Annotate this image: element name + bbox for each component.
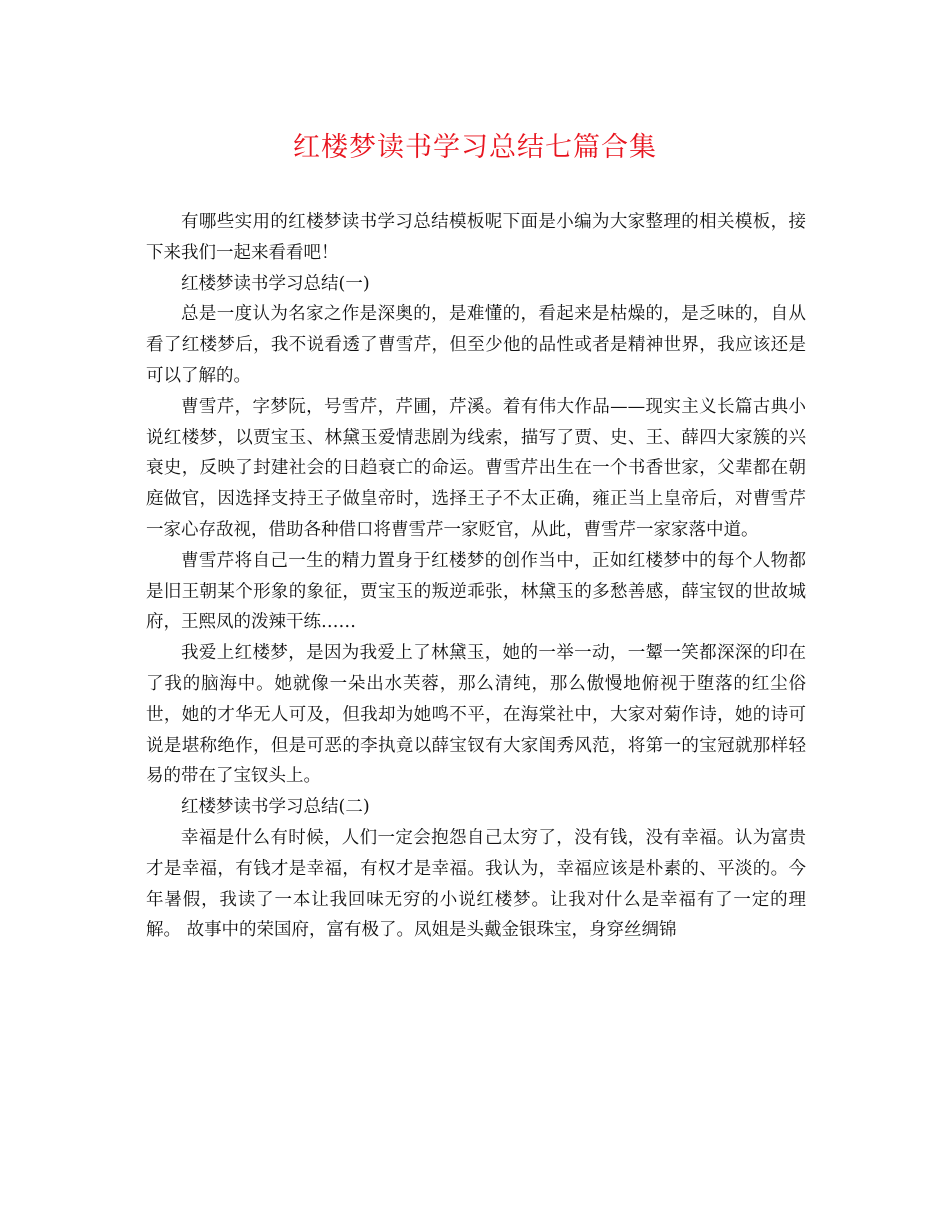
body-paragraph: 曹雪芹，字梦阮，号雪芹，芹圃，芹溪。着有伟大作品——现实主义长篇古典小说红楼梦，以贾宝玉、林黛玉爱情悲剧为线索，描写了贾、史、王、薛四大家簇的兴衰史，反映了封建社会的日趋衰亡的命运。曹雪芹出生在一个书香世家，父辈都在朝庭做官，因选择支持王子做皇帝时，选择王子不太正确，雍正当上皇帝后，对曹雪芹一家心存敌视，借助各种借口将曹雪芹一家贬官，从此，曹雪芹一家家落中道。: [146, 396, 806, 540]
body-paragraph: 我爱上红楼梦，是因为我爱上了林黛玉，她的一举一动，一颦一笑都深深的印在了我的脑海中。她就像一朵出水芙蓉，那么清纯，那么傲慢地俯视于堕落的红尘俗世，她的才华无人可及，但我却为她鸣不平，在海棠社中，大家对菊作诗，她的诗可说是堪称绝作，但是可恶的李执竟以薛宝钗有大家闺秀风范，将第一的宝冠就那样轻易的带在了宝钗头上。: [146, 643, 806, 787]
document-body: [146, 207, 806, 946]
section-heading-1: 红楼梦读书学习总结(一): [181, 273, 370, 294]
intro-paragraph: 有哪些实用的红楼梦读书学习总结模板呢下面是小编为大家整理的相关模板，接下来我们一起来看看吧！: [146, 212, 806, 263]
section-heading-2: 红楼梦读书学习总结(二): [181, 797, 370, 818]
body-paragraph: 幸福是什么有时候，人们一定会抱怨自己太穷了，没有钱，没有幸福。认为富贵才是幸福，有钱才是幸福，有权才是幸福。我认为，幸福应该是朴素的、平淡的。今年暑假，我读了一本让我回味无穷的小说红楼梦。让我对什么是幸福有了一定的理解。 故事中的荣国府，富有极了。凤姐是头戴金银珠宝，身穿丝绸锦: [146, 827, 806, 941]
body-paragraph: 曹雪芹将自己一生的精力置身于红楼梦的创作当中，正如红楼梦中的每个人物都是旧王朝某个形象的象征，贾宝玉的叛逆乖张，林黛玉的多愁善感，薛宝钗的世故城府，王熙凤的泼辣干练……: [146, 550, 806, 633]
document-title: 红楼梦读书学习总结七篇合集: [293, 132, 657, 163]
body-paragraph: 总是一度认为名家之作是深奥的，是难懂的，看起来是枯燥的，是乏味的，自从看了红楼梦后，我不说看透了曹雪芹，但至少他的品性或者是精神世界，我应该还是可以了解的。: [146, 304, 806, 386]
